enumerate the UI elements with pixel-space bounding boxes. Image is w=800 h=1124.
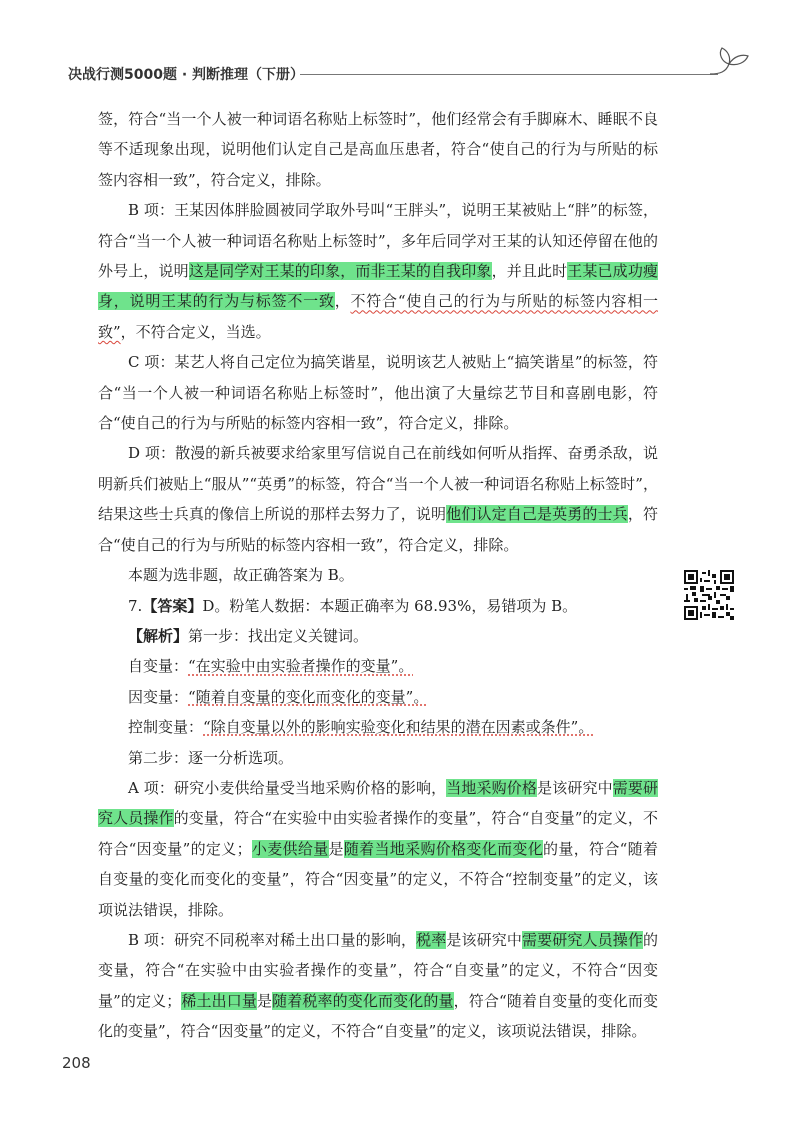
definition-text: “除自变量以外的影响实验变化和结果的潜在因素或条件”。 (203, 718, 594, 737)
text-span: ， (334, 292, 351, 311)
paragraph-analysis (98, 621, 658, 651)
highlight-span: 税率 (416, 930, 447, 949)
highlight-span: 需要研究人员操作 (98, 778, 658, 828)
text-span: 第一步：找出定义关键词。 (188, 626, 369, 645)
paragraph-option-a-7 (98, 773, 658, 925)
definition-text: “随着自变量的变化而变化的变量”。 (188, 687, 429, 706)
term-label: 控制变量： (128, 718, 204, 737)
paragraph-option-b-7 (98, 925, 658, 1047)
text-span: B 项：研究不同税率对稀土出口量的影响， (128, 930, 417, 949)
text-span: D。粉笔人数据：本题正确率为 68.93%，易错项为 B。 (202, 596, 578, 615)
text-span: C 项：某艺人将自己定位为搞笑谐星，说明该艺人被贴上“搞笑谐星”的标签，符合“当一个人被一种词语名称贴上标签时”，他出演了大量综艺节目和喜剧电影，符合“使自己的行为与所贴的标签内容相一致”，符合定义，排除。 (98, 353, 658, 433)
highlight-span: 这是同学对王某的印象，而非王某的自我印象 (188, 262, 492, 281)
text-span: 签，符合“当一个人被一种词语名称贴上标签时”，他们经常会有手脚麻木、睡眠不良等不适现象出现，说明他们认定自己是高血压患者，符合“使自己的行为与所贴的标签内容相一致”，符合定义，排除。 (98, 110, 658, 189)
highlight-span: 他们认定自己是英勇的士兵 (446, 505, 628, 524)
paragraph-answer-7 (98, 591, 658, 621)
paragraph-dependent-variable (98, 682, 658, 712)
definition-text: “在实验中由实验者操作的变量”。 (188, 657, 414, 676)
text-span: ，符合“使自己的行为与所贴的标签内容相一致”，符合定义，排除。 (98, 505, 658, 554)
text-span: 的变量，符合“在实验中由实验者操作的变量”，符合“自变量”的定义，不符合“因变量”的定义； (98, 930, 658, 1010)
page-header (68, 60, 748, 90)
text-span: 第二步：逐一分析选项。 (128, 748, 294, 767)
text-span: A 项：研究小麦供给量受当地采购价格的影响， (128, 778, 447, 797)
paragraph-step-two (98, 743, 658, 773)
answer-explanation-body (98, 104, 658, 1047)
highlight-span: 随着当地采购价格变化而变化 (343, 839, 544, 858)
text-span: 的变量，符合“在实验中由实验者操作的变量”，符合“自变量”的定义，不符合“因变量”的定义； (98, 809, 658, 858)
highlight-span: 小麦供给量 (251, 839, 329, 858)
term-label: 因变量： (128, 687, 189, 706)
text-span: 本题为选非题，故正确答案为 B。 (128, 566, 354, 585)
answer-tag: 【答案】 (142, 596, 203, 615)
wavy-underline-span: 不符合“使自己的行为与所贴的标签内容相一致” (98, 292, 658, 341)
text-span: 是 (328, 839, 344, 858)
header-rule (300, 74, 718, 75)
highlight-span: 随着税率的变化而变化的量 (272, 991, 454, 1010)
highlight-span: 当地采购价格 (446, 778, 538, 797)
highlight-span: 需要研究人员操作 (521, 930, 643, 949)
paragraph-option-b (98, 195, 658, 347)
text-span: 是 (257, 991, 273, 1010)
paragraph-control-variable (98, 712, 658, 742)
text-span: 是该研究中 (446, 930, 522, 949)
question-number: 7. (128, 596, 143, 615)
page-number: 208 (62, 1054, 91, 1072)
text-span: D 项：散漫的新兵被要求给家里写信说自己在前线如何听从指挥、奋勇杀敌，说明新兵们被贴上“服从”“英勇”的标签，符合“当一个人被一种词语名称贴上标签时”，结果这些士兵真的像信上所说的那样去努力了，说明 (98, 444, 658, 524)
book-title: 决战行测5000题 · 判断推理（下册） (68, 67, 305, 83)
text-span: 是该研究中 (537, 778, 613, 797)
text-span: ，符合“随着自变量的变化而变化的变量”，符合“因变量”的定义，不符合“自变量”的定义，该项说法错误，排除。 (98, 991, 658, 1041)
text-span: ，并且此时 (491, 262, 568, 281)
highlight-span: 稀土出口量 (181, 991, 258, 1010)
paragraph-conclusion (98, 560, 658, 590)
paragraph-option-c (98, 347, 658, 438)
sprout-leaf-icon (706, 42, 752, 82)
paragraph-1 (98, 104, 658, 195)
text-span: 的量，符合“随着自变量的变化而变化的变量”，符合“因变量”的定义，不符合“控制变量”的定义，该项说法错误，排除。 (98, 839, 658, 919)
analysis-tag: 【解析】 (128, 626, 189, 645)
paragraph-independent-variable (98, 651, 658, 681)
text-span: ，不符合定义，当选。 (120, 322, 271, 341)
text-span: B 项：王某因体胖脸圆被同学取外号叫“王胖头”，说明王某被贴上“胖”的标签，符合“当一个人被一种词语名称贴上标签时”，多年后同学对王某的认知还停留在他的外号上，说明 (98, 201, 658, 281)
qr-code-icon[interactable] (684, 570, 734, 620)
paragraph-option-d (98, 438, 658, 560)
term-label: 自变量： (128, 657, 189, 676)
highlight-span: 王某已成功瘦身，说明王某的行为与标签不一致 (98, 262, 658, 311)
